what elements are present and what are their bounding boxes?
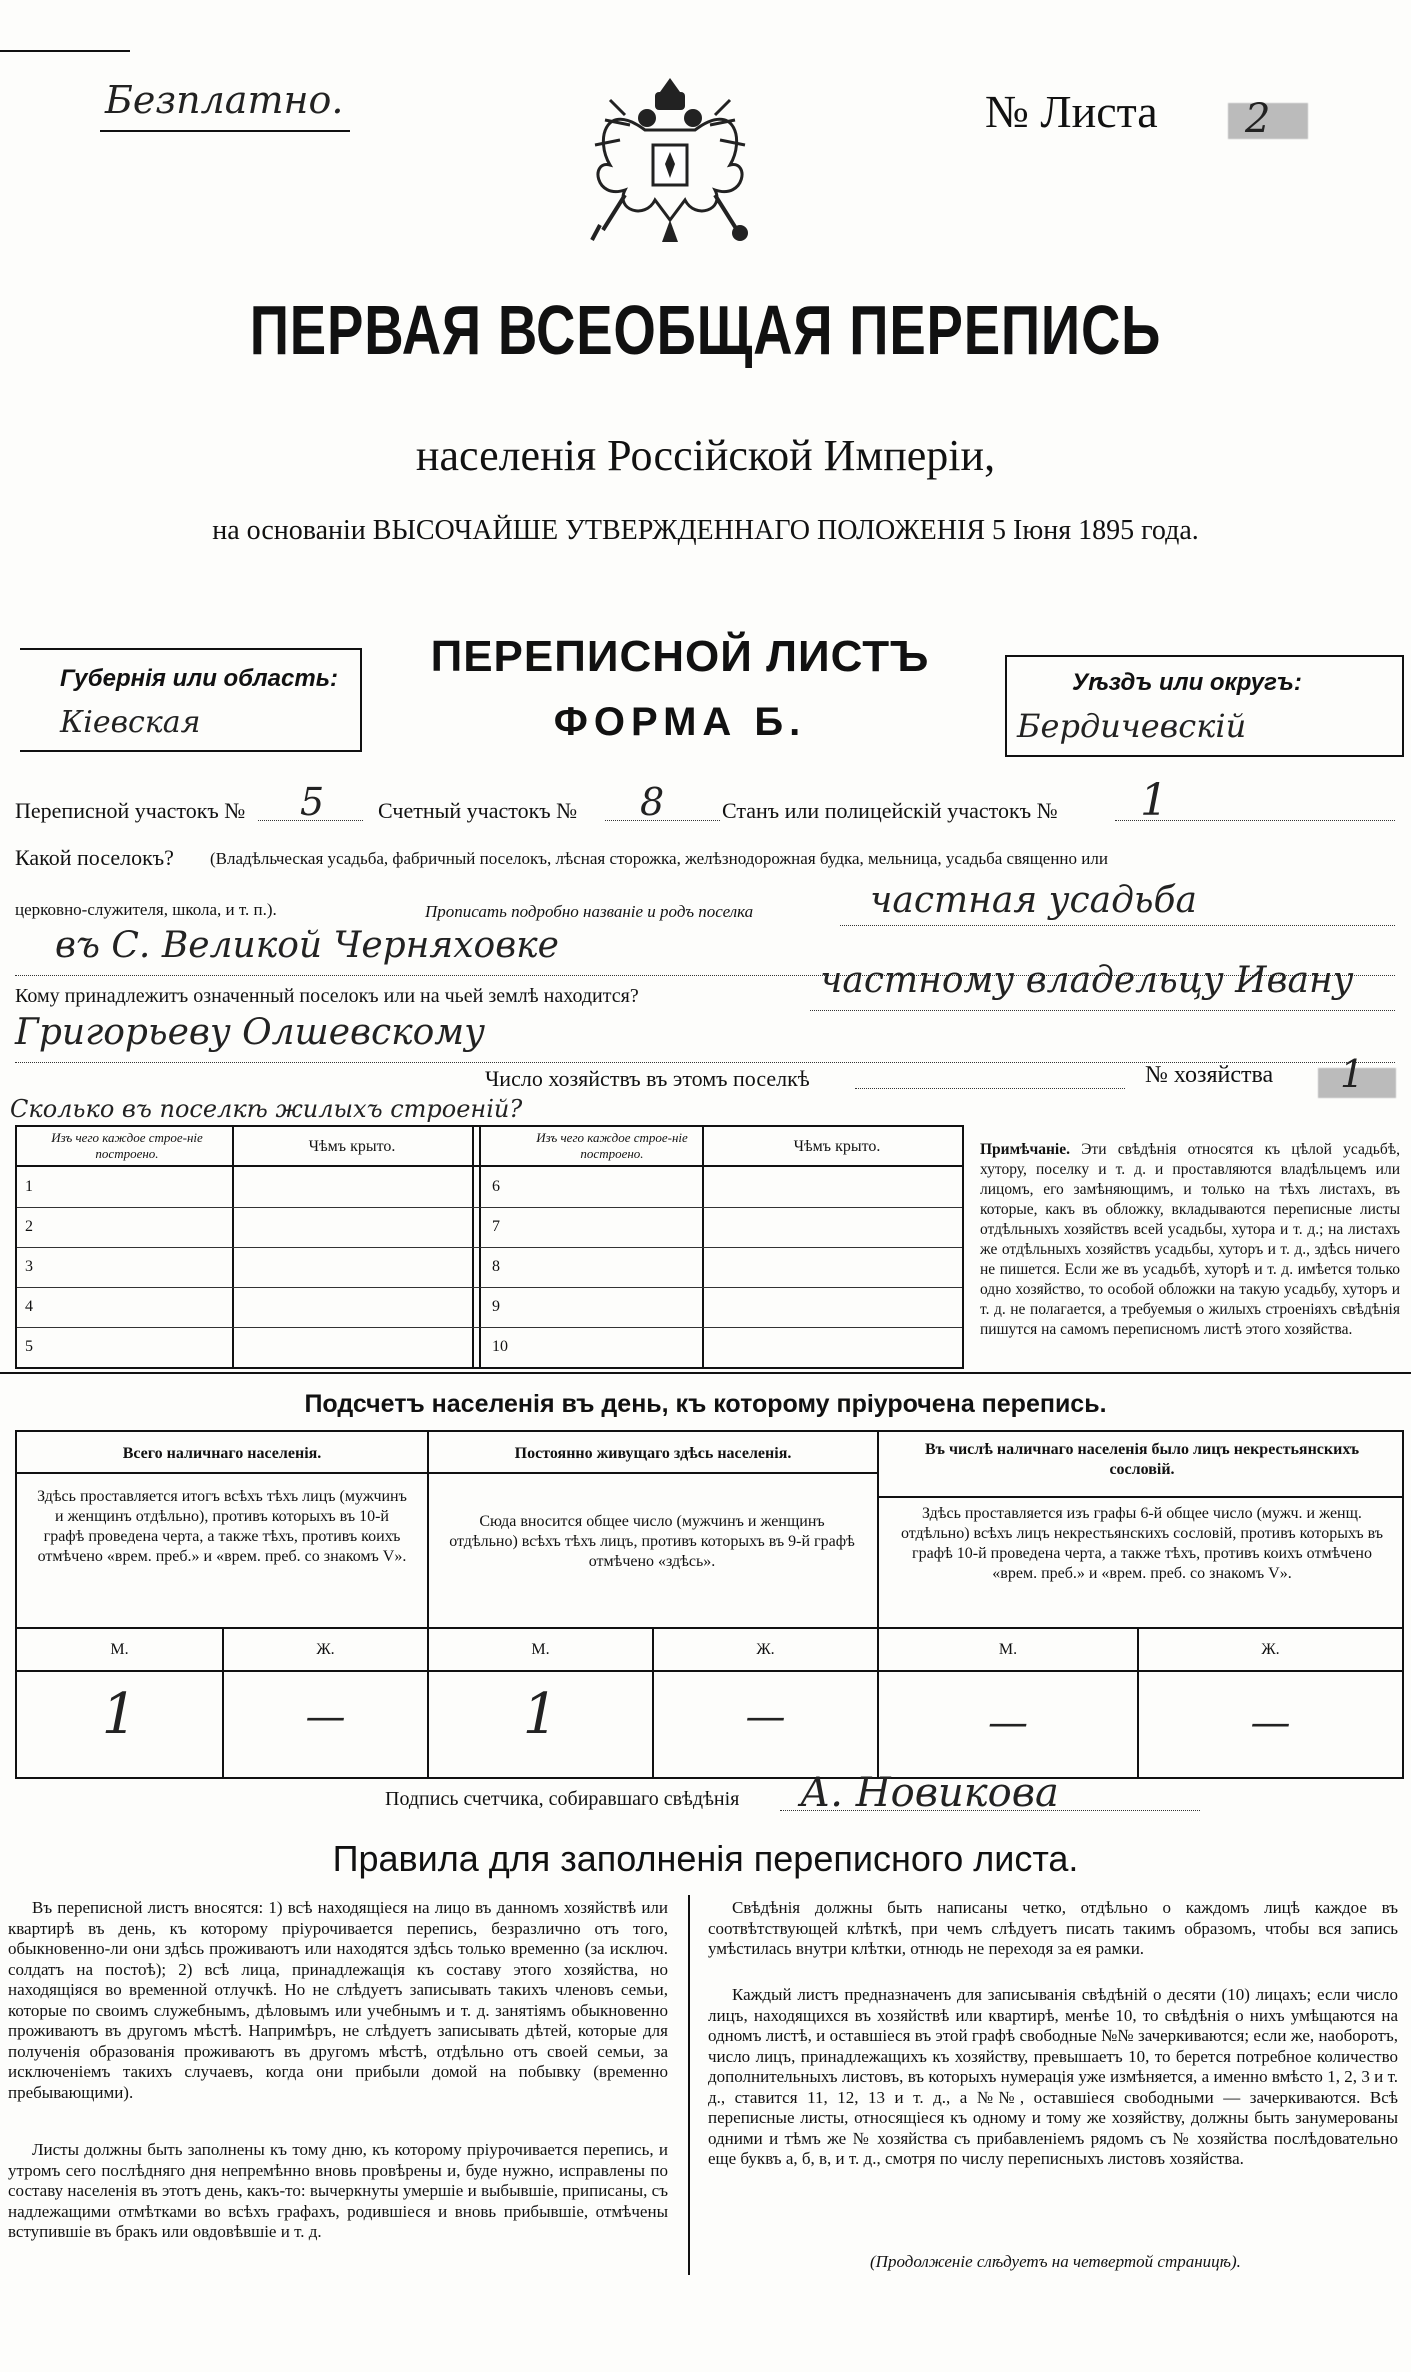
- district-value: Бердичевскій: [1017, 707, 1247, 745]
- province-value: Кіевская: [60, 705, 201, 740]
- col1-text: Здѣсь проставляется итогъ всѣхъ тѣхъ лицъ (мужчинъ и женщинъ отдѣльно), противъ которыхъ въ 10-й графѣ проведена черта, а также тѣхъ, противъ коихъ отмѣчено «врем. преб.» и «врем. преб. со знакомъ V».: [37, 1488, 407, 1565]
- owner-value1: частному владельцу Ивану: [820, 960, 1354, 1001]
- sheet-title: ПЕРЕПИСНОЙ ЛИСТЪ: [430, 632, 930, 681]
- census-area-value: 5: [300, 780, 325, 824]
- population-heading: Подсчетъ населенія въ день, къ которому пріурочена перепись.: [304, 1390, 1107, 1418]
- settlement-label: Какой поселокъ?: [15, 845, 174, 870]
- row-number: 3: [25, 1258, 33, 1275]
- col1-title: Всего наличнаго населенія.: [122, 1445, 322, 1462]
- settlement-value1: частная усадьба: [870, 880, 1197, 921]
- free-underline: [100, 130, 350, 132]
- col3-text: Здѣсь проставляется изъ графы 6-й общее число (мужч. и женщ. отдѣльно) всѣхъ лицъ некрестьянскихъ сословій, противъ которыхъ въ графѣ 10-й проведена черта, а также тѣхъ, противъ коихъ отмѣчено «врем. преб.» и «врем. преб. со знакомъ V».: [900, 1505, 1384, 1582]
- col3-title: Въ числѣ наличнаго населенія было лицъ некрестьянскихъ сословій.: [924, 1441, 1360, 1478]
- household-number-label: № хозяйства: [1145, 1062, 1274, 1088]
- m-label: М.: [110, 1641, 129, 1658]
- table-row: [17, 1287, 962, 1328]
- settlement-value2: въ С. Великой Черняховке: [55, 925, 559, 966]
- rules-left-p1: Въ переписной листъ вносятся: 1) всѣ находящіеся на лицо въ данномъ хозяйствѣ или квартирѣ въ день, къ которому пріурочивается перепись, безразлично отъ того, обыкновенно-ли они здѣсь проживаютъ или находятся здѣсь только временно (за исключ. солдатъ на постоѣ); 2) всѣ лица, принадлежащія къ составу этого хозяйства, но находящіяся во временной отлучкѣ. Но не слѣдуетъ записывать такихъ членовъ семьи, которые по своимъ служебнымъ, дѣловымъ или учебнымъ и т. д. занятіямъ обыкновенно проживаютъ въ другомъ мѣстѣ. Напримѣръ, не слѣдуетъ записывать дѣтей, которые для полученія образованія проживаютъ въ другомъ мѣстѣ, отдѣльно отъ своей семьи, за исключеніемъ такихъ случаевъ, когда они прибыли домой на побывку (временно пребывающими).: [8, 1898, 668, 2102]
- pop-text-rule: [17, 1627, 1402, 1629]
- section-rule: [0, 1372, 1411, 1374]
- count-area-label: Счетный участокъ №: [378, 798, 578, 823]
- signature-label: Подпись счетчика, собиравшаго свѣдѣнія: [385, 1788, 740, 1810]
- settlement-hint: (Владѣльческая усадьба, фабричный поселокъ, лѣсная сторожка, желѣзнодорожная будка, мельница, усадьба священно или: [210, 849, 1108, 868]
- pop-mf-rule: [17, 1670, 1402, 1672]
- rules-right-p2: Каждый листъ предназначенъ для записыванія свѣдѣній о десяти (10) лицахъ; если число лицъ, находящихся въ хозяйствѣ или квартирѣ, менѣе 10, то свѣдѣнія о нихъ умѣщаются на одномъ листѣ, и оставшіеся въ этой графѣ свободные №№ зачеркиваются; если же, наоборотъ, число лицъ, принадлежащихъ къ хозяйству, превышаетъ 10, то берется потребное количество дополнительныхъ листовъ, въ которыхъ нумерація уже измѣняется, а именно вмѣсто 1, 2, 3 и т. д., ставится 11, 12, 13 и т. д., а №№, оставшіеся свободными — зачеркиваются. Всѣ переписные листы, относящіеся къ одному и тому же хозяйству, должны быть занумерованы одними и тѣмъ же № хозяйства съ прибавленіемъ рядомъ съ № хозяйства послѣдовательно еще буквъ а, б, в, и т. д., смотря по числу переписныхъ листовъ хозяйства.: [708, 1985, 1398, 2168]
- census-area-label: Переписной участокъ №: [15, 798, 246, 823]
- pop-title-rule: [17, 1472, 877, 1474]
- rules-divider: [688, 1895, 690, 2275]
- col-roof-header: Чѣмъ крыто.: [308, 1138, 396, 1155]
- page-title: ПЕРВАЯ ВСЕОБЩАЯ ПЕРЕПИСЬ: [249, 291, 1162, 369]
- rules-right-p1: Свѣдѣнія должны быть написаны четко, отдѣльно о каждомъ лицѣ каждое въ соотвѣтствующей клѣткѣ, при чемъ слѣдуетъ писать такимъ образомъ, чтобы вся запись умѣстилась внутри клѣтки, отнюдь не переходя за ея рамки.: [708, 1898, 1398, 1958]
- buildings-label: Сколько въ поселкѣ жилыхъ строеній?: [10, 1095, 523, 1123]
- population-table: [15, 1430, 1404, 1779]
- row-number: 7: [492, 1218, 500, 1235]
- households-label: Число хозяйствъ въ этомъ поселкѣ: [485, 1066, 810, 1091]
- corner-rule: [0, 50, 130, 52]
- page-subtitle: населенія Россійской Имперіи,: [415, 431, 996, 480]
- row-number: 1: [25, 1178, 33, 1195]
- police-label: Станъ или полицейскій участокъ №: [722, 798, 1058, 823]
- sheet-number-label: № Листа: [985, 86, 1158, 137]
- district-box: [1005, 655, 1404, 757]
- row-number: 6: [492, 1178, 500, 1195]
- row-number: 2: [25, 1218, 33, 1235]
- table-row: [17, 1207, 962, 1248]
- signature-value: А. Новикова: [800, 1770, 1059, 1816]
- province-box: [20, 648, 362, 752]
- household-number-value: 1: [1340, 1052, 1365, 1096]
- table-row: [17, 1247, 962, 1288]
- settlement-instruction: Прописать подробно названіе и родъ поселка: [425, 902, 754, 921]
- m-label: М.: [531, 1641, 550, 1658]
- col-roof-header-right: Чѣмъ крыто.: [793, 1138, 881, 1155]
- basis-line: на основаніи ВЫСОЧАЙШЕ УТВЕРЖДЕННАГО ПОЛОЖЕНІЯ 5 Іюня 1895 года.: [212, 515, 1199, 546]
- row-number: 5: [25, 1338, 33, 1355]
- note-block: [980, 1140, 1400, 1340]
- buildings-table: [15, 1125, 964, 1369]
- row-number: 9: [492, 1298, 500, 1315]
- resident-female-value: —: [745, 1694, 786, 1740]
- sheet-number-value: 2: [1245, 96, 1271, 142]
- settlement-line1: [840, 925, 1395, 926]
- col-material-header: Изъ чего каждое строе-ніе построено.: [51, 1130, 203, 1161]
- owner-label: Кому принадлежитъ означенный поселокъ или на чьей землѣ находится?: [15, 985, 639, 1007]
- row-number: 8: [492, 1258, 500, 1275]
- nonpeasant-male-value: —: [988, 1700, 1028, 1746]
- owner-line1: [810, 1010, 1395, 1011]
- rules-continued: (Продолженіе слѣдуетъ на четвертой страницѣ).: [870, 2252, 1241, 2271]
- households-line: [855, 1088, 1125, 1089]
- district-label: Уѣздъ или округъ:: [1072, 669, 1302, 696]
- rules-left-p2: Листы должны быть заполнены къ тому дню, къ которому пріурочивается перепись, и утромъ сего послѣдняго дня непремѣнно вновь провѣрены и, буде нужно, исправлены по составу населенія въ этотъ день, какъ-то: вычеркнуты умершіе и выбывшіе, приписаны, съ надлежащими отмѣтками во всѣхъ графахъ, родившіеся и вновь прибывшіе, отмѣчены вступившіе въ бракъ или овдовѣвшіе и т. д.: [8, 2140, 668, 2241]
- note-title: Примѣчаніе.: [980, 1141, 1070, 1158]
- note-text: Эти свѣдѣнія относятся къ цѣлой усадьбѣ, хутору, поселку и т. д. и проставляются владѣльцемъ или лицомъ, его замѣняющимъ, и только на тѣхъ листахъ, въ которые, какъ въ обложку, вкладываются переписные листы отдѣльныхъ хозяйствъ всей усадьбы, хутора и т. д.; на листахъ же отдѣльныхъ хозяйствъ усадьбы, хуторъ и т. д., здѣсь ничего не пишется. Если же въ усадьбѣ, хуторѣ и т. д. имѣется только одно хозяйство, то особой обложки на такую усадьбу, хуторъ и т. д. не полагается, а требуемыя о жилыхъ строеніяхъ свѣдѣнія пишутся на самомъ переписномъ листѣ этого хозяйства.: [980, 1141, 1400, 1338]
- f-label: Ж.: [756, 1641, 775, 1658]
- total-male-value: 1: [101, 1682, 138, 1747]
- table-row: [17, 1167, 962, 1208]
- form-label: ФОРМА Б.: [553, 700, 807, 744]
- col2-title: Постоянно живущаго здѣсь населенія.: [514, 1445, 792, 1462]
- province-label: Губернія или область:: [60, 665, 338, 692]
- rules-heading: Правила для заполненія переписного листа.: [332, 1838, 1079, 1879]
- total-female-value: —: [305, 1694, 346, 1740]
- row-number: 4: [25, 1298, 33, 1315]
- m-label: М.: [998, 1641, 1018, 1658]
- col-material-header-right: Изъ чего каждое строе-ніе построено.: [536, 1130, 688, 1161]
- f-label: Ж.: [1261, 1641, 1280, 1658]
- f-label: Ж.: [316, 1641, 335, 1658]
- count-area-value: 8: [640, 780, 665, 824]
- free-label: Безплатно.: [105, 78, 344, 122]
- imperial-eagle-emblem: [585, 70, 755, 255]
- owner-value2: Григорьеву Олшевскому: [15, 1012, 486, 1053]
- col2-text: Сюда вносится общее число (мужчинъ и женщинъ отдѣльно) всѣхъ тѣхъ лицъ, противъ которыхъ въ 9-й графѣ отмѣчено «здѣсь».: [449, 1513, 855, 1570]
- police-value: 1: [1140, 775, 1168, 826]
- row-number: 10: [492, 1338, 508, 1355]
- nonpeasant-female-value: —: [1250, 1700, 1291, 1746]
- settlement-hint2: церковно-служителя, школа, и т. п.).: [15, 900, 277, 919]
- resident-male-value: 1: [522, 1682, 559, 1747]
- pop-title-rule-right: [879, 1496, 1402, 1498]
